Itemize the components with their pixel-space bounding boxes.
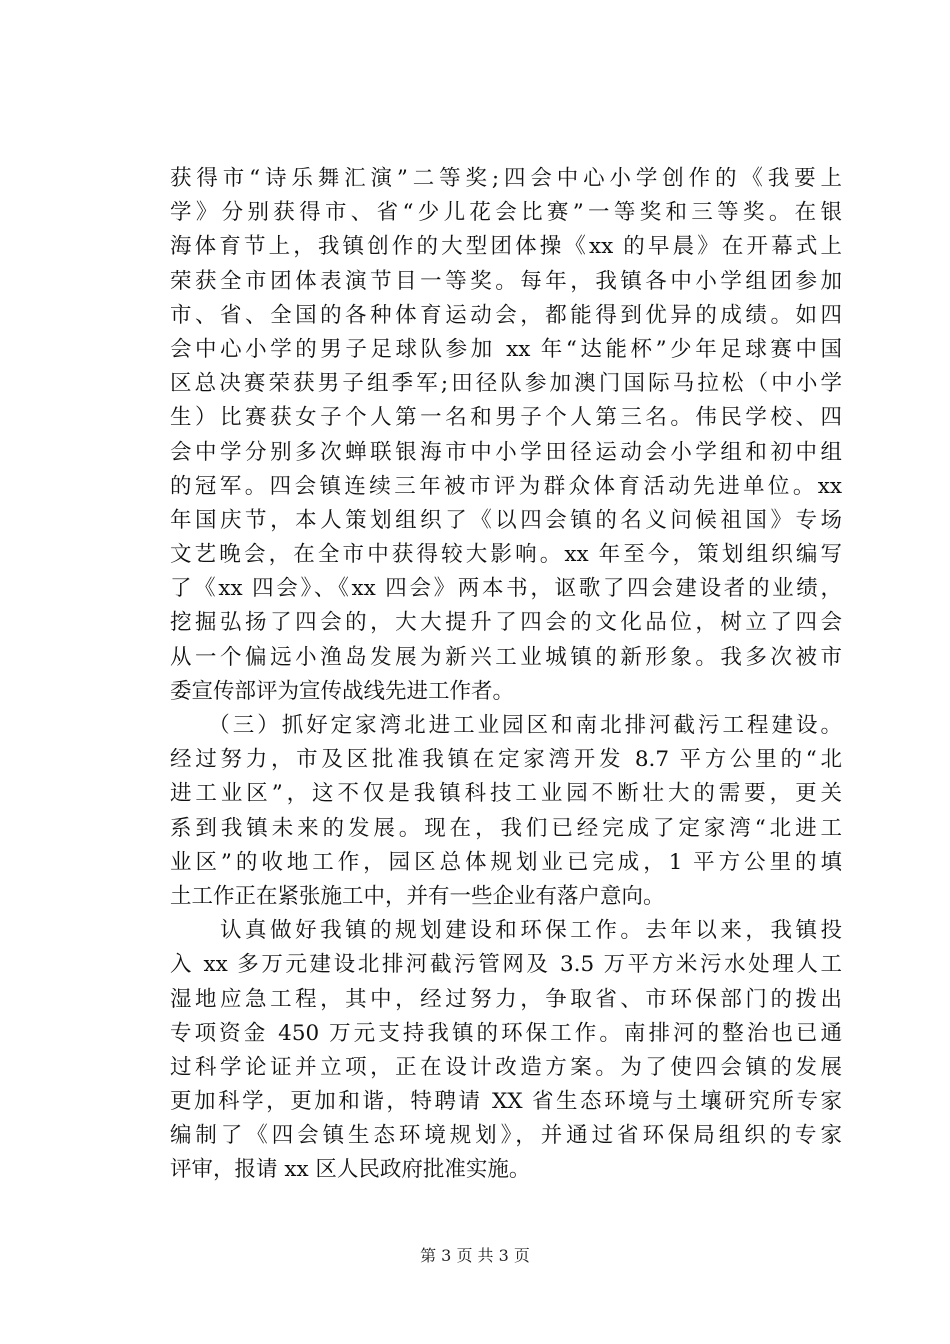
text-line: 土工作正在紧张施工中，并有一些企业有落户意向。 — [170, 883, 665, 909]
text-line: 会中心小学的男子足球队参加 xx 年“达能杯”少年足球赛中国 — [170, 336, 842, 362]
text-line: 湿地应急工程，其中，经过努力，争取省、市环保部门的拨出 — [170, 986, 842, 1012]
text-line: 编制了《四会镇生态环境规划》，并通过省环保局组织的专家 — [170, 1123, 842, 1149]
text-line: 系到我镇未来的发展。现在，我们已经完成了定家湾“北进工 — [170, 815, 842, 841]
text-line: 文艺晚会，在全市中获得较大影响。xx 年至今，策划组织编写 — [170, 542, 842, 568]
text-line: 更加科学，更加和谐，特聘请 XX 省生态环境与土壤研究所专家 — [170, 1089, 842, 1115]
text-line: 会中学分别多次蝉联银海市中小学田径运动会小学组和初中组 — [170, 439, 842, 465]
text-line: 专项资金 450 万元支持我镇的环保工作。南排河的整治也已通 — [170, 1020, 842, 1046]
paragraph-start-line: 认真做好我镇的规划建设和环保工作。去年以来，我镇投 — [170, 918, 842, 944]
text-line: 海体育节上，我镇创作的大型团体操《xx 的早晨》在开幕式上 — [170, 234, 842, 260]
text-line: 荣获全市团体表演节目一等奖。每年，我镇各中小学组团参加 — [170, 268, 842, 294]
text-line: 市、省、全国的各种体育运动会，都能得到优异的成绩。如四 — [170, 302, 842, 328]
page-footer: 第 3 页 共 3 页 — [420, 1246, 530, 1265]
text-line: 的冠军。四会镇连续三年被市评为群众体育活动先进单位。xx — [170, 473, 842, 499]
text-line: 过科学论证并立项，正在设计改造方案。为了使四会镇的发展 — [170, 1054, 842, 1080]
text-line: 入 xx 多万元建设北排河截污管网及 3.5 万平方米污水处理人工 — [170, 952, 842, 978]
text-line: 生）比赛获女子个人第一名和男子个人第三名。伟民学校、四 — [170, 405, 842, 431]
text-line: 进工业区”，这不仅是我镇科技工业园不断壮大的需要，更关 — [170, 781, 842, 807]
text-line: 获得市“诗乐舞汇演”二等奖;四会中心小学创作的《我要上 — [170, 166, 842, 191]
text-line: 委宣传部评为宣传战线先进工作者。 — [170, 678, 515, 704]
document-body — [170, 162, 842, 1188]
text-line: 挖掘弘扬了四会的，大大提升了四会的文化品位，树立了四会 — [170, 610, 842, 636]
text-line: 从一个偏远小渔岛发展为新兴工业城镇的新形象。我多次被市 — [170, 644, 842, 670]
section-heading-line: （三）抓好定家湾北进工业园区和南北排河截污工程建设。 — [170, 713, 842, 738]
text-line: 学》分别获得市、省“少儿花会比赛”一等奖和三等奖。在银 — [170, 200, 842, 226]
text-line: 评审，报请 xx 区人民政府批准实施。 — [170, 1157, 531, 1183]
text-line: 业区”的收地工作，园区总体规划业已完成，1 平方公里的填 — [170, 849, 842, 875]
text-line: 经过努力，市及区批准我镇在定家湾开发 8.7 平方公里的“北 — [170, 747, 842, 773]
text-line: 了《xx 四会》、《xx 四会》两本书，讴歌了四会建设者的业绩， — [170, 576, 842, 602]
text-line: 年国庆节，本人策划组织了《以四会镇的名义问候祖国》专场 — [170, 507, 842, 533]
text-line: 区总决赛荣获男子组季军;田径队参加澳门国际马拉松（中小学 — [170, 371, 842, 397]
